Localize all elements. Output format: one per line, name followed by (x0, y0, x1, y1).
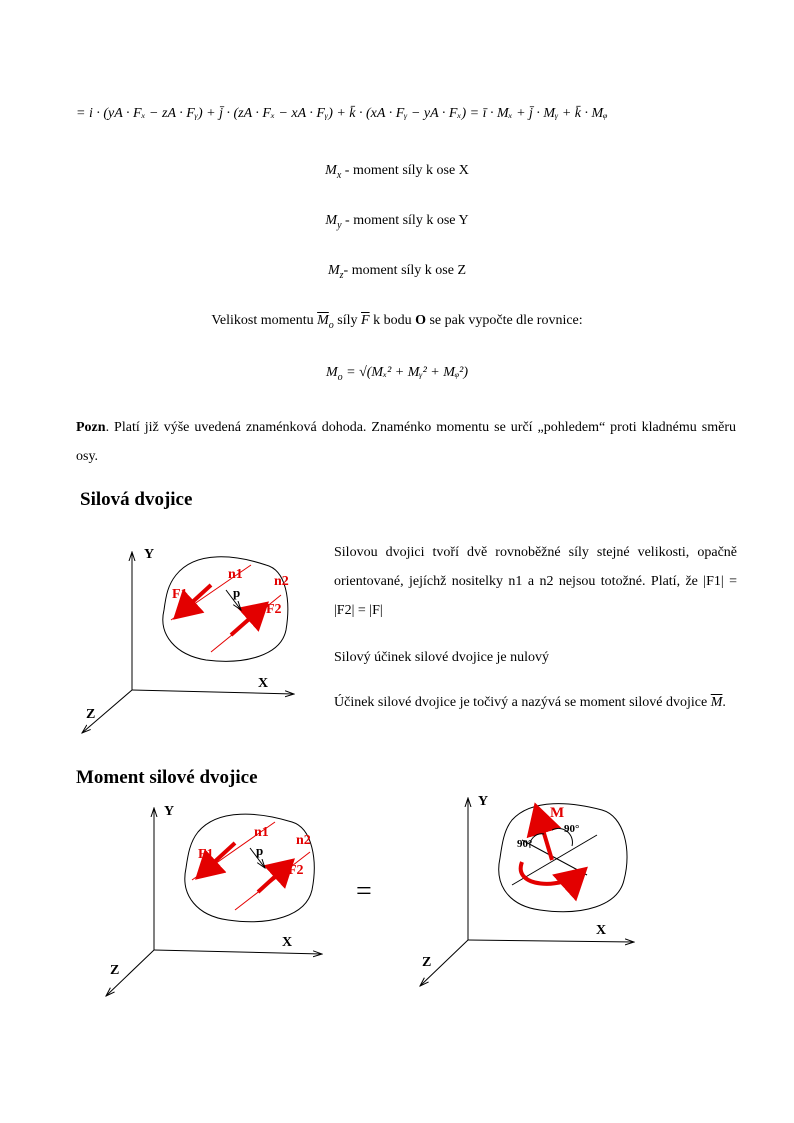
svg-text:Y: Y (478, 794, 489, 809)
svg-text:Y: Y (164, 804, 175, 819)
f2-label: F2 (266, 602, 282, 617)
magnitude-sentence: Velikost momentu $\overline{M}_o$ síly $\overline{F}$ k bodu O se pak vypočte dle rovnice: (211, 313, 583, 331)
definition-my: $M_y$ - moment síly k ose Y (325, 213, 469, 231)
p-label: p (233, 585, 241, 600)
angle-label-1: 90° (517, 838, 533, 850)
force-couple-moment-text: Účinek silové dvojice je točivý a nazývá se moment silové dvojice $\overline{M}$. (334, 695, 726, 710)
equals-sign: = (356, 876, 372, 907)
force-couple-effect: Silový účinek silové dvojice je nulový (334, 650, 550, 665)
magnitude-formula: $M_o = √(M_x^2$ + Mᵧ² + Mᵩ²) (325, 365, 469, 383)
definition-mz: $M_z-$ moment síly k ose Z (327, 263, 467, 281)
section-heading-moment-of-couple: Moment silové dvojice (76, 767, 258, 788)
n1-label: n1 (228, 567, 243, 582)
force-couple-diagram (76, 540, 306, 745)
svg-text:Z: Z (110, 963, 120, 978)
moment-m-label: M (550, 805, 565, 821)
force-couple-diagram-2 (100, 800, 340, 1000)
force-f2-arrow (231, 604, 266, 635)
definition-mx: $M_x$ - moment síly k ose X (325, 163, 469, 181)
axis-z-label: Z (86, 707, 96, 722)
svg-text:X: X (282, 935, 293, 950)
couple-moment-diagram (412, 790, 652, 995)
svg-text:p: p (256, 843, 264, 858)
axes (82, 552, 294, 733)
sign-convention-note: Pozn. Platí již výše uvedená znaménková dohoda. Znaménko momentu se určí „pohledem“ proti kladnému směru osy. (76, 420, 736, 464)
axis-y-label: Y (144, 547, 155, 562)
svg-text:X: X (596, 923, 607, 938)
rotation-arrow (521, 862, 582, 884)
svg-text:Z: Z (422, 955, 432, 970)
svg-text:n2: n2 (296, 833, 311, 848)
n2-label: n2 (274, 574, 289, 589)
axis-x-label: X (258, 676, 269, 691)
section-heading-force-couple: Silová dvojice (80, 489, 193, 510)
f1-label: F1 (172, 587, 188, 602)
force-couple-definition: Silovou dvojici tvoří dvě rovnoběžné síly stejné velikosti, opačně orientované, jejíchž nositelky n1 a n2 nejsou totožné. Platí, že |F1| = |F2| = |F| (334, 545, 737, 618)
angle-label-2: 90° (564, 823, 580, 835)
vector-product-equation: = i · (yA · Fₓ − zA · Fᵧ) + j̄ · (zA · Fₓ − xA · Fᵧ) + k̄ · (xA · Fᵧ − yA · Fₓ) = ī · Mₓ + j̄ · Mᵧ + k̄ · Mᵩ (76, 106, 608, 121)
svg-text:F1: F1 (198, 847, 214, 862)
svg-text:n1: n1 (254, 825, 269, 840)
svg-text:F2: F2 (288, 863, 304, 878)
